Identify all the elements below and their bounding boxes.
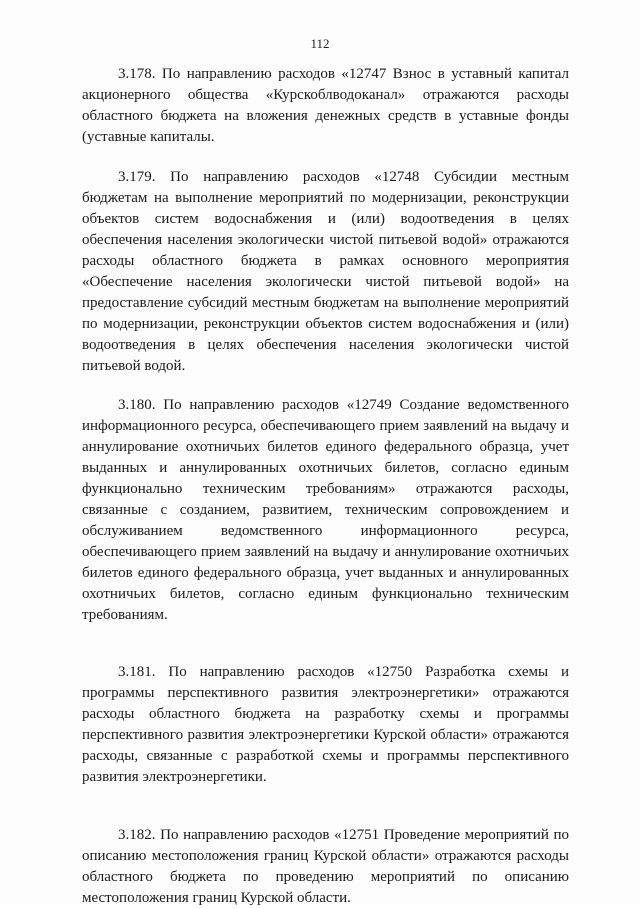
page-number: 112 xyxy=(310,36,330,51)
paragraph-3-181: 3.181. По направлению расходов «12750 Разработка схемы и программы перспективного развития электроэнергетики» отражаются расходы областного бюджета на разработку схемы и программы перспективного развития электроэнергетики Курской области» отражаются расходы, связанные с разработкой схемы и программы перспективного развития электроэнергетики. xyxy=(82,664,569,785)
paragraph-3-180: 3.180. По направлению расходов «12749 Создание ведомственного информационного ресурса, обеспечивающего прием заявлений на выдачу и аннулирование охотничьих билетов единого федерального образца, учет выданных и аннулированных охотничьих билетов, согласно единым функционально техническим требованиям» отражаются расходы, связанные с созданием, развитием, техническим сопровождением и обслуживанием ведомственного информационного ресурса, обеспечивающего прием заявлений на выдачу и аннулирование охотничьих билетов единого федерального образца, учет выданных и аннулированных охотничьих билетов, согласно единым функционально техническим требованиям. xyxy=(82,397,569,623)
paragraph-3-179: 3.179. По направлению расходов «12748 Субсидии местным бюджетам на выполнение мероприятий по модернизации, реконструкции объектов систем водоснабжения и (или) водоотведения в целях обеспечения населения экологически чистой питьевой водой» отражаются расходы областного бюджета в рамках основного мероприятия «Обеспечение населения экологически чистой питьевой водой» на предоставление субсидий местным бюджетам на выполнение мероприятий по модернизации, реконструкции объектов систем водоснабжения и (или) водоотведения в целях обеспечения населения экологически чистой питьевой водой. xyxy=(82,169,569,374)
paragraph-3-182: 3.182. По направлению расходов «12751 Проведение мероприятий по описанию местоположения границ Курской области» отражаются расходы областного бюджета по проведению мероприятий по описанию местоположения границ Курской области. xyxy=(82,827,569,906)
document-body xyxy=(82,64,569,909)
paragraph-3-178: 3.178. По направлению расходов «12747 Взнос в уставный капитал акционерного общества «Курскоблводоканал» отражаются расходы областного бюджета на вложения денежных средств в уставные фонды (уставные капиталы. xyxy=(82,66,569,145)
